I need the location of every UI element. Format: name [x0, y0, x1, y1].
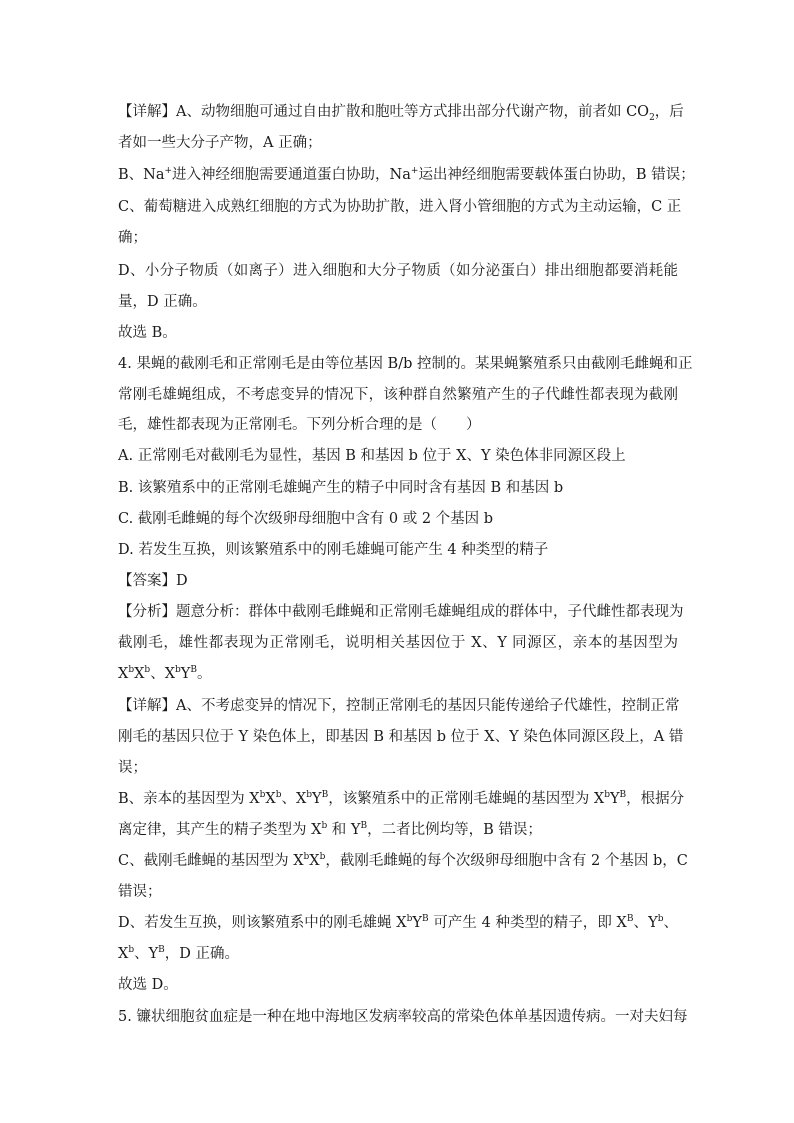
text-line: 量，D 正确。: [118, 294, 207, 310]
text-line: C、葡萄糖进入成熟红细胞的方式为协助扩散，进入肾小管细胞的方式为主动运输，C 正: [118, 199, 682, 215]
text-line: 故选 D。: [118, 977, 178, 993]
option-d: D. 若发生互换，则该繁殖系中的刚毛雄蝇可能产生 4 种类型的精子: [118, 542, 549, 558]
option-b: B. 该繁殖系中的正常刚毛雄蝇产生的精子中同时含有基因 B 和基因 b: [118, 480, 564, 496]
text-line: $X^b$、$Y^B$，D 正确。: [118, 945, 240, 962]
text-line: D、若发生互换，则该繁殖系中的刚毛雄蝇 $X^bY^B$ 可产生 4 种类型的精子，即 $X^B$、$Y^b$、: [118, 914, 679, 931]
text-line: 者如一些大分子产物，A 正确；: [118, 135, 322, 151]
text-line: 错误；: [118, 884, 162, 900]
text-line: 故选 B。: [118, 325, 177, 341]
question-stem: 5. 镰状细胞贫血症是一种在地中海地区发病率较高的常染色体单基因遗传病。一对夫妇每: [118, 1009, 688, 1025]
text-line: C、截刚毛雌蝇的基因型为 $X^bX^b$，截刚毛雌蝇的每个次级卵母细胞中含有 2 个基因 b，C: [118, 852, 688, 869]
genotype-line: $X^bX^b$、$X^bY^B$。: [118, 665, 212, 682]
text-line: 误；: [118, 760, 147, 776]
question-stem: 常刚毛雄蝇组成，不考虑变异的情况下，该种群自然繁殖产生的子代雌性都表现为截刚: [118, 387, 678, 403]
answer-label: 【答案】D: [118, 573, 188, 589]
option-a: A. 正常刚毛对截刚毛为显性，基因 B 和基因 b 位于 X、Y 染色体非同源区段上: [118, 448, 626, 464]
question-stem: 4. 果蝇的截刚毛和正常刚毛是由等位基因 B/b 控制的。某果蝇繁殖系只由截刚毛雌蝇和正: [118, 356, 693, 372]
text-line: D、小分子物质（如离子）进入细胞和大分子物质（如分泌蛋白）排出细胞都要消耗能: [118, 263, 678, 279]
text-line: 【分析】题意分析：群体中截刚毛雌蝇和正常刚毛雄蝇组成的群体中，子代雌性都表现为: [118, 604, 684, 620]
text-line: B、Na+进入神经细胞需要通道蛋白协助，Na+运出神经细胞需要载体蛋白协助，B 错误；: [118, 166, 695, 183]
text-line: B、亲本的基因型为 $X^bX^b$、$X^bY^B$，该繁殖系中的正常刚毛雄蝇的基因型为 $X^bY^B$，根据分: [118, 790, 685, 807]
text-line: 截刚毛，雄性都表现为正常刚毛，说明相关基因位于 X、Y 同源区，亲本的基因型为: [118, 635, 678, 651]
text-line: 【详解】A、不考虑变异的情况下，控制正常刚毛的基因只能传递给子代雄性，控制正常: [118, 698, 680, 714]
text-line: 确；: [118, 230, 147, 246]
option-c: C. 截刚毛雌蝇的每个次级卵母细胞中含有 0 或 2 个基因 b: [118, 511, 494, 527]
text-line: 【详解】A、动物细胞可通过自由扩散和胞吐等方式排出部分代谢产物，前者如 $CO_2$，后: [118, 104, 684, 123]
text-line: 离定律，其产生的精子类型为 $X^b$ 和 $Y^B$，二者比例均等，B 错误；: [118, 821, 542, 838]
question-stem: 毛，雄性都表现为正常刚毛。下列分析合理的是（ ）: [118, 417, 481, 433]
text-line: 刚毛的基因只位于 Y 染色体上，即基因 B 和基因 b 位于 X、Y 染色体同源区段上，A 错: [118, 729, 684, 745]
